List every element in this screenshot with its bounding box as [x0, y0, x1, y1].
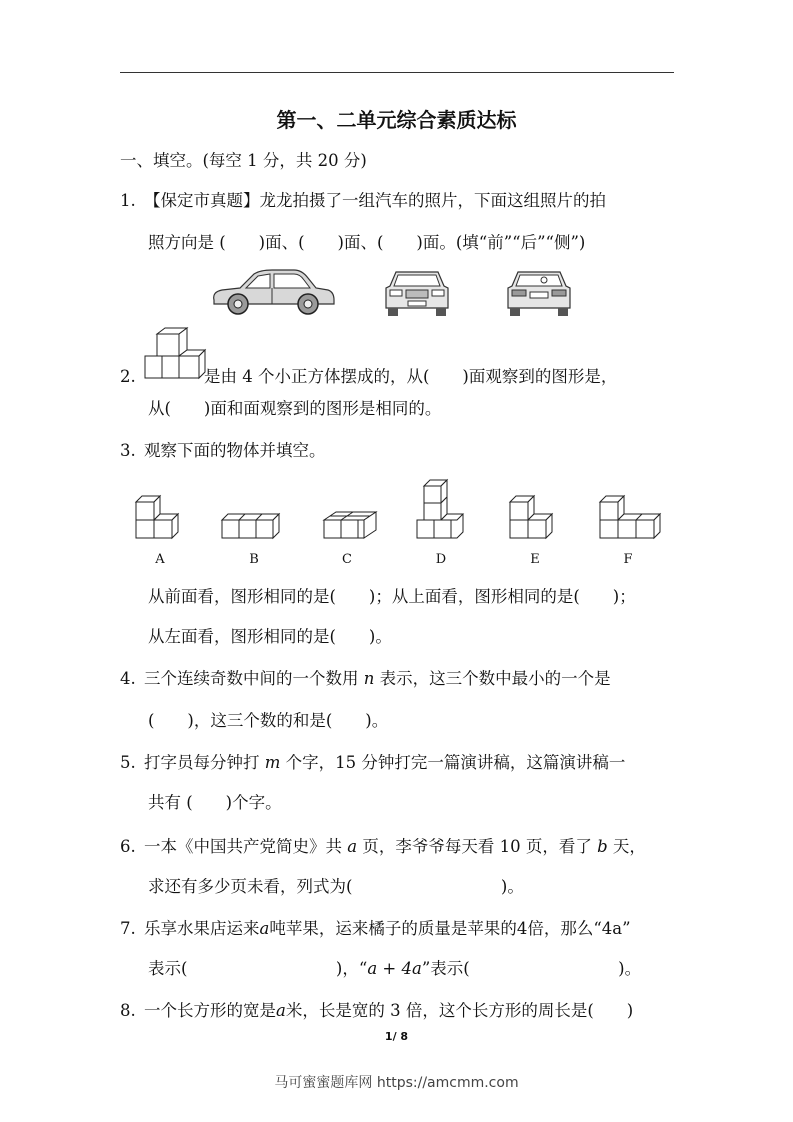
question-number: 1.: [120, 191, 136, 210]
question-text: 表示( )，“: [148, 959, 368, 978]
question-text: 个字，15 分钟打完一篇演讲稿，这篇演讲稿一: [280, 753, 626, 772]
question-number: 5.: [120, 753, 136, 772]
question-text: 【保定市真题】龙龙拍摄了一组汽车的照片，下面这组照片的拍: [144, 191, 606, 210]
question-5-line-2: 共有 ( )个字。: [148, 793, 282, 812]
question-3-line-1: [120, 440, 326, 462]
figure-a: [136, 496, 178, 538]
figure-d: [417, 480, 463, 538]
question-text: 一本《中国共产党简史》共: [144, 837, 348, 856]
question-text: 吨苹果，运来橘子的质量是苹果的4倍，那么“4a”: [269, 919, 631, 938]
question-2-line-2: 从( )面和面观察到的图形是相同的。: [148, 399, 442, 418]
question-1-line-2: 照方向是 ( )面、( )面、( )面。(填“前”“后”“侧”): [148, 233, 586, 252]
question-text: 观察下面的物体并填空。: [144, 441, 326, 460]
figure-label-d: D: [435, 552, 447, 567]
question-text: 米，长是宽的 3 倍，这个长方形的周长是( ): [285, 1001, 634, 1020]
figure-label-f: F: [623, 552, 633, 567]
question-number: 8.: [120, 1001, 136, 1020]
figure-e: [510, 496, 552, 538]
question-text: 页，李爷爷每天看 10 页，看了: [357, 837, 598, 856]
figure-label-c: C: [342, 552, 352, 567]
question-text: 表示，这三个数中最小的一个是: [374, 669, 611, 688]
question-4-line-2: ( )，这三个数的和是( )。: [148, 711, 389, 730]
question-text: 天，: [607, 837, 646, 856]
car-rear-view-image: [506, 268, 572, 320]
car-side-view-image: [210, 266, 336, 318]
figure-b: [222, 514, 279, 538]
question-text: 一个长方形的宽是: [144, 1001, 276, 1020]
question-3-line-3: 从左面看，图形相同的是( )。: [148, 627, 392, 646]
top-rule: [120, 72, 674, 73]
variable-n: n: [363, 669, 375, 688]
question-number: 7.: [120, 919, 136, 938]
question-text: 打字员每分钟打: [144, 753, 265, 772]
question-7-line-1: [120, 918, 631, 940]
figure-label-a: A: [155, 552, 165, 567]
question-7-line-2: [148, 958, 641, 980]
watermark-text: 马可蜜蜜题库网 https://amcmm.com: [274, 1075, 519, 1091]
question-8-line-1: [120, 1000, 633, 1022]
question-number: 3.: [120, 441, 136, 460]
car-front-view-image: [384, 268, 450, 320]
variable-a: a: [259, 919, 270, 938]
question-1-line-1: [120, 190, 606, 212]
question-number: 2.: [120, 367, 136, 386]
question-number: 6.: [120, 837, 136, 856]
question-text: 三个连续奇数中间的一个数用: [144, 669, 364, 688]
question-text: ”表示( )。: [421, 959, 642, 978]
figure-label-e: E: [530, 552, 540, 567]
question-3-line-2: 从前面看，图形相同的是( )；从上面看，图形相同的是( )；: [148, 587, 636, 606]
figure-label-b: B: [249, 552, 259, 567]
variable-b: b: [597, 837, 608, 856]
figure-f: [600, 496, 660, 538]
variable-a: a: [347, 837, 358, 856]
variable-m: m: [264, 753, 281, 772]
question-4-line-1: [120, 668, 611, 690]
question-5-line-1: [120, 752, 625, 774]
variable-a: a: [276, 1001, 286, 1020]
page-title: 第一、二单元综合素质达标: [276, 108, 517, 132]
page-number: 1/ 8: [384, 1030, 409, 1043]
question-6-line-1: [120, 836, 646, 858]
question-number: 4.: [120, 669, 136, 688]
question-text: 是由 4 个小正方体摆成的，从( )面观察到的图形是，: [204, 367, 618, 386]
figure-c: [324, 512, 376, 538]
section-heading: 一、填空。(每空 1 分，共 20 分): [120, 151, 367, 170]
cube-figures-a-to-f: [130, 478, 670, 544]
question-2-line-1: [120, 366, 617, 388]
question-text: 乐享水果店运来: [144, 919, 260, 938]
question-6-line-2: 求还有多少页未看，列式为( )。: [148, 877, 524, 896]
expression: a + 4a: [367, 959, 422, 978]
